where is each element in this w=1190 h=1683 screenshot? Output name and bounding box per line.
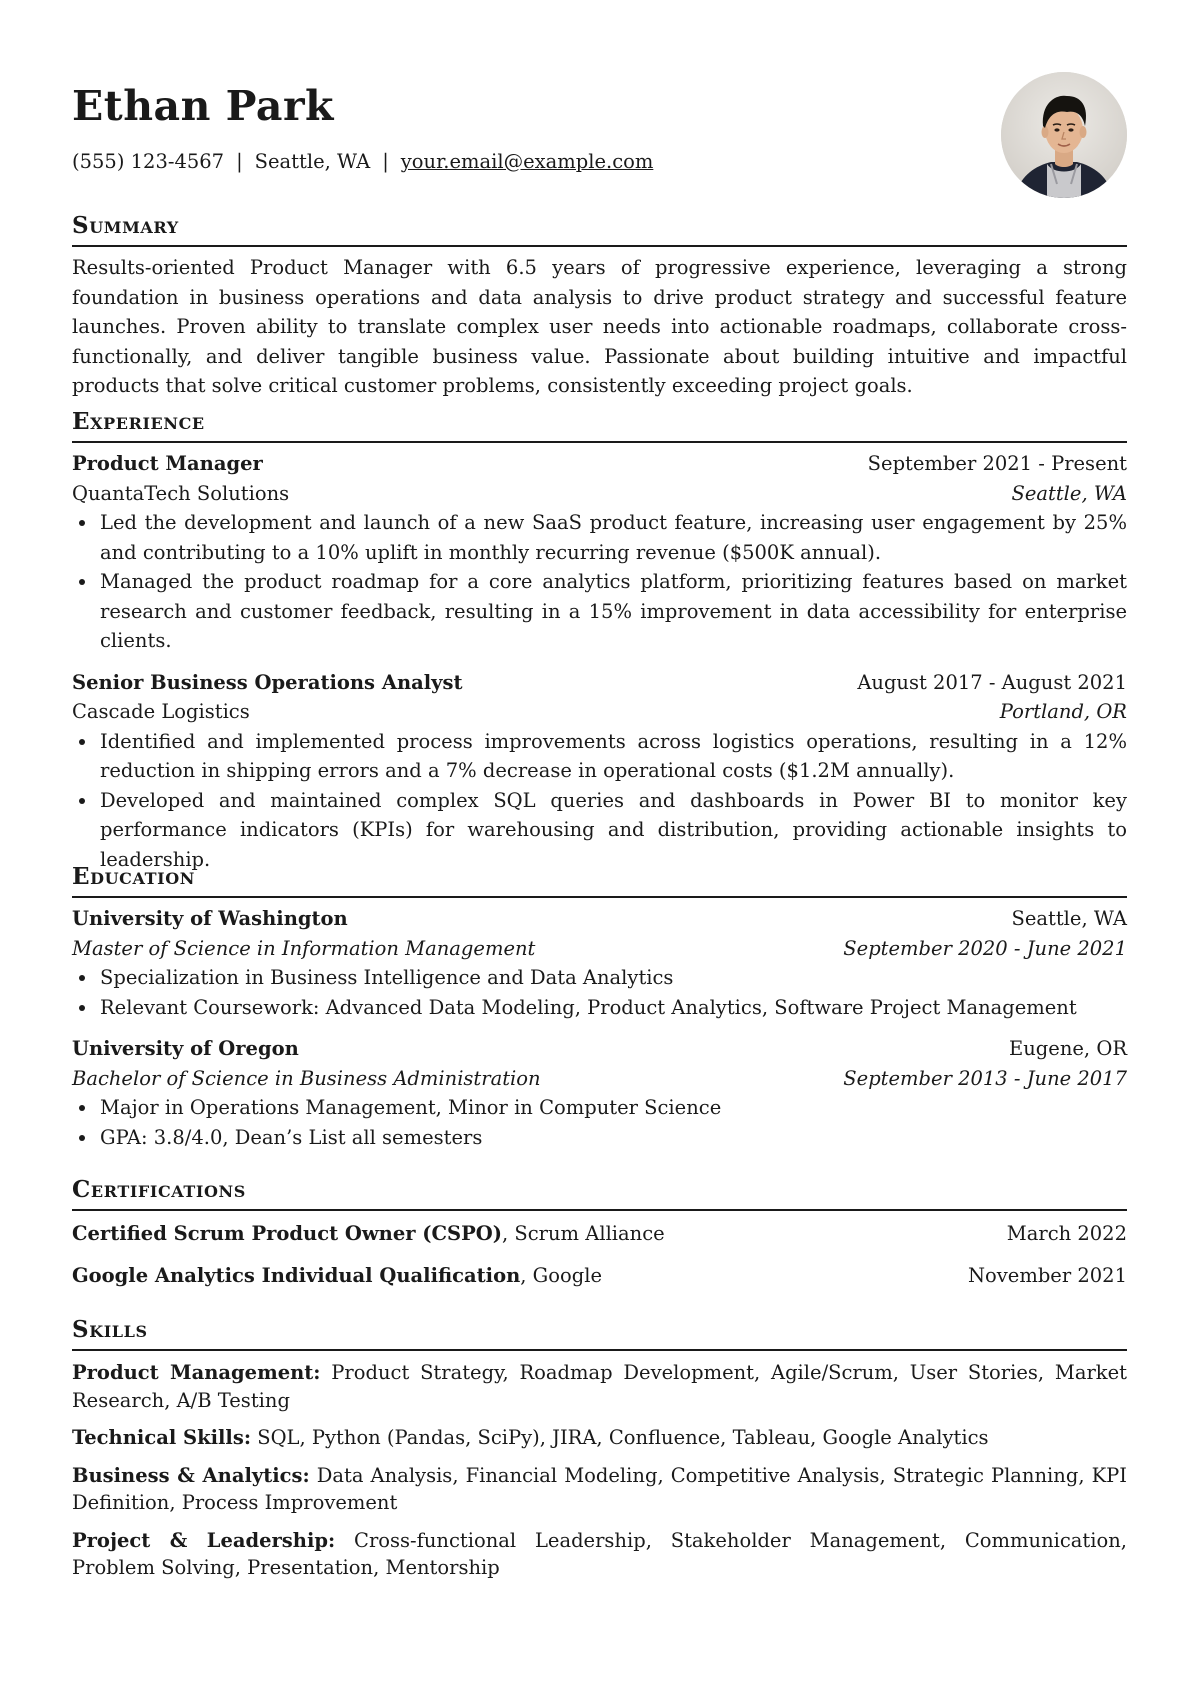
skill-group	[72, 1359, 1127, 1414]
bullet-dot-icon	[79, 798, 85, 804]
degree: Master of Science in Information Management	[72, 936, 536, 960]
skill-label: Business & Analytics:	[72, 1463, 310, 1487]
job-dates: August 2017 - August 2021	[857, 670, 1127, 694]
section-title-education: Education	[72, 865, 1127, 898]
bullet-dot-icon	[79, 739, 85, 745]
job-bullets	[72, 727, 1127, 875]
certification-date: March 2022	[1006, 1222, 1127, 1245]
job-role: Senior Business Operations Analyst	[72, 670, 463, 694]
experience-section	[72, 410, 1127, 874]
job-role: Product Manager	[72, 452, 263, 475]
skill-group	[72, 1424, 1127, 1452]
certification-name: Certified Scrum Product Owner (CSPO)	[72, 1222, 502, 1245]
education-section	[72, 865, 1127, 1152]
skill-items: Cross-functional Leadership, Stakeholder Management, Communication, Problem Solving, Presentation, Mentorship	[72, 1528, 1128, 1579]
section-title-summary: Summary	[72, 214, 1127, 247]
section-title-certifications: Certifications	[72, 1178, 1127, 1211]
job-entry	[72, 668, 1127, 875]
candidate-name: Ethan Park	[72, 82, 334, 130]
skill-group	[72, 1527, 1127, 1582]
bullet-dot-icon	[79, 1135, 85, 1141]
skills-section	[72, 1318, 1127, 1582]
job-bullets	[72, 508, 1127, 656]
bullet-dot-icon	[79, 1005, 85, 1011]
certifications-section	[72, 1178, 1127, 1290]
list-item: Specialization in Business Intelligence and Data Analytics	[72, 963, 1127, 993]
bullet-dot-icon	[79, 1105, 85, 1111]
list-item: Major in Operations Management, Minor in Computer Science	[72, 1093, 1127, 1123]
skill-items: Data Analysis, Financial Modeling, Competitive Analysis, Strategic Planning, KPI Definition, Process Improvement	[72, 1463, 1127, 1514]
separator: |	[236, 150, 243, 173]
summary-text: Results-oriented Product Manager with 6.5 years of progressive experience, leveraging a strong foundation in business operations and data analysis to drive product strategy and successful feature launches. Proven ability to translate complex user needs into actionable roadmaps, collaborate cross-functionally, and deliver tangible business value. Passionate about building intuitive and impactful products that solve critical customer problems, consistently exceeding project goals.	[72, 256, 1127, 397]
education-entry	[72, 904, 1127, 1022]
list-item: Relevant Coursework: Advanced Data Modeling, Product Analytics, Software Project Management	[72, 993, 1127, 1023]
avatar-portrait-icon	[1001, 72, 1127, 198]
skills-list	[72, 1359, 1127, 1582]
job-entry	[72, 449, 1127, 656]
summary-section	[72, 214, 1127, 401]
certification-row	[72, 1261, 1127, 1291]
location: Seattle, WA	[254, 150, 371, 173]
school-location: Seattle, WA	[1011, 907, 1127, 930]
phone-number: (555) 123-4567	[72, 150, 225, 173]
degree: Bachelor of Science in Business Administration	[72, 1066, 541, 1090]
education-entry	[72, 1034, 1127, 1152]
list-item: Led the development and launch of a new SaaS product feature, increasing user engagement by 25% and contributing to a 10% uplift in monthly recurring revenue ($500K annual).	[72, 508, 1127, 567]
list-item: GPA: 3.8/4.0, Dean’s List all semesters	[72, 1123, 1127, 1153]
job-company: Cascade Logistics	[72, 700, 250, 723]
skill-items: Product Strategy, Roadmap Development, Agile/Scrum, User Stories, Market Research, A/B Testing	[72, 1361, 1127, 1412]
list-item: Developed and maintained complex SQL queries and dashboards in Power BI to monitor key performance indicators (KPIs) for warehousing and distribution, providing actionable insights to leadership.	[72, 786, 1127, 875]
job-location: Seattle, WA	[1011, 481, 1127, 505]
list-item: Managed the product roadmap for a core analytics platform, prioritizing features based on market research and customer feedback, resulting in a 15% improvement in data accessibility for enterprise clients.	[72, 567, 1127, 656]
certification-name: Google Analytics Individual Qualification	[72, 1263, 521, 1287]
bullet-dot-icon	[79, 975, 85, 981]
contact-line	[72, 152, 653, 172]
job-location: Portland, OR	[999, 700, 1127, 723]
job-dates: September 2021 - Present	[867, 452, 1127, 475]
education-dates: September 2013 - June 2017	[843, 1066, 1127, 1090]
school-name: University of Oregon	[72, 1037, 299, 1060]
section-title-skills: Skills	[72, 1318, 1127, 1351]
bullet-dot-icon	[79, 579, 85, 585]
section-title-experience: Experience	[72, 410, 1127, 443]
list-item: Identified and implemented process improvements across logistics operations, resulting in a 12% reduction in shipping errors and a 7% decrease in operational costs ($1.2M annually).	[72, 727, 1127, 786]
skill-items: SQL, Python (Pandas, SciPy), JIRA, Confluence, Tableau, Google Analytics	[251, 1426, 989, 1449]
skill-label: Project & Leadership:	[72, 1528, 336, 1552]
certification-date: November 2021	[967, 1263, 1127, 1287]
education-bullets	[72, 963, 1127, 1022]
education-bullets	[72, 1093, 1127, 1152]
bullet-dot-icon	[79, 520, 85, 526]
separator: |	[382, 150, 389, 173]
school-name: University of Washington	[72, 907, 348, 930]
job-company: QuantaTech Solutions	[72, 481, 290, 505]
certification-issuer: , Scrum Alliance	[502, 1222, 665, 1245]
certification-issuer: , Google	[520, 1263, 602, 1287]
skill-group	[72, 1462, 1127, 1517]
skill-label: Product Management:	[72, 1361, 321, 1384]
skill-label: Technical Skills:	[72, 1426, 252, 1449]
profile-photo	[1001, 72, 1127, 198]
email-link[interactable]: your.email@example.com	[400, 150, 654, 173]
school-location: Eugene, OR	[1009, 1037, 1127, 1060]
certification-row	[72, 1219, 1127, 1249]
education-dates: September 2020 - June 2021	[843, 936, 1127, 960]
